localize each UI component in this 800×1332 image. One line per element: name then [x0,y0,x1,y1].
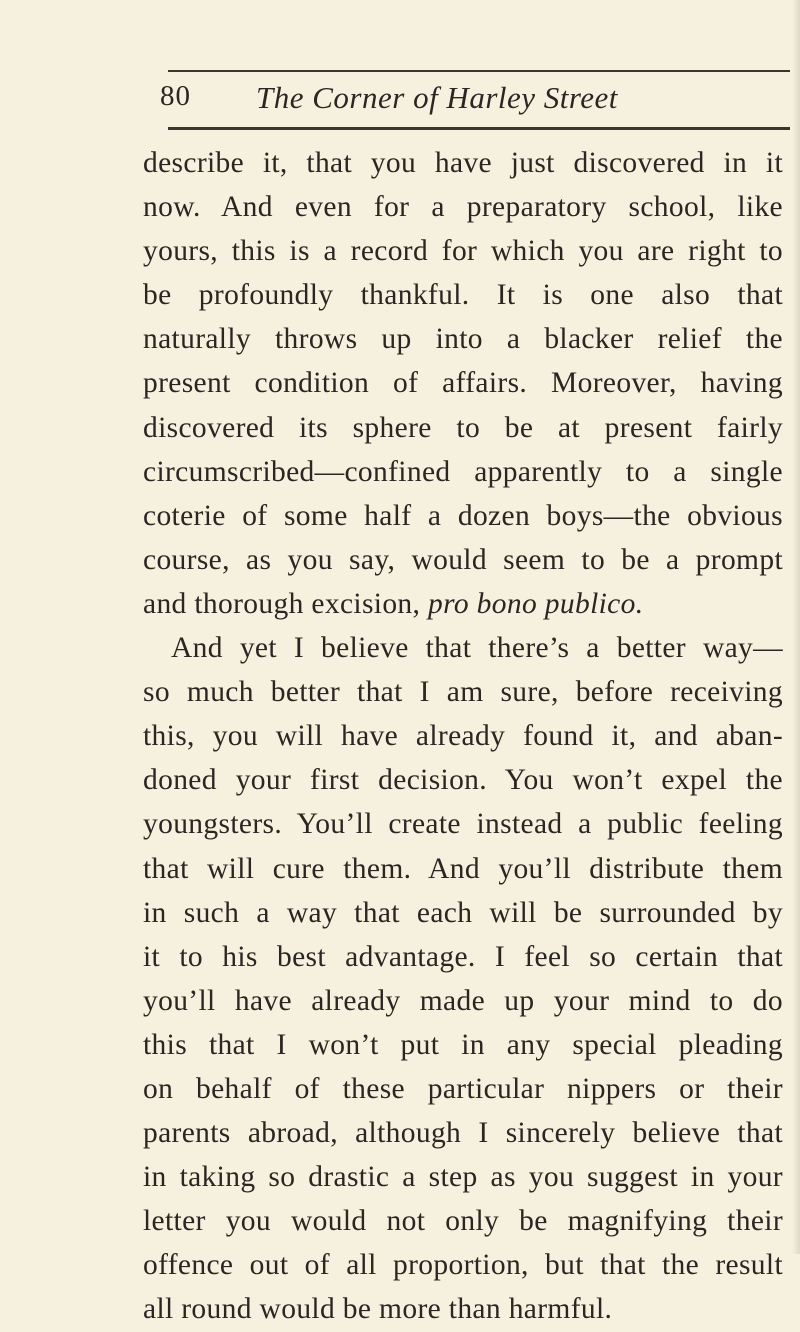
text-line: be profoundly thankful. It is one also that [143,279,783,312]
text-line: so much better that I am sure, before receiving [143,676,783,709]
header-rule-top [168,70,790,72]
text-line: present condition of affairs. Moreover, having [143,367,783,400]
text-line: letter you would not only be magnifying their [143,1205,783,1238]
running-title: The Corner of Harley Street [256,80,618,115]
text-line: now. And even for a preparatory school, like [143,191,783,224]
text-line: yours, this is a record for which you are right to [143,235,783,268]
text-line: that will cure them. And you’ll distribute them [143,852,783,885]
text-line: in taking so drastic a step as you suggest in your [143,1161,783,1194]
text-line-roman-part: and thorough excision, [143,587,421,620]
text-line: course, as you say, would seem to be a prompt [143,543,783,576]
text-line: naturally throws up into a blacker relief the [143,323,783,356]
text-line: it to his best advantage. I feel so certain that [143,940,783,973]
paragraph-start-line: And yet I believe that there’s a better way— [171,632,783,665]
text-line: you’ll have already made up your mind to do [143,984,783,1017]
text-line: on behalf of these particular nippers or their [143,1072,783,1105]
text-line: this, you will have already found it, and aban- [143,720,783,753]
text-line: parents abroad, although I sincerely believe that [143,1117,783,1150]
text-line: describe it, that you have just discovered in it [143,147,783,179]
text-line: doned your first decision. You won’t expel the [143,764,783,797]
text-line: youngsters. You’ll create instead a public feeling [143,808,783,841]
running-header [160,78,800,126]
body-text [143,141,783,1332]
text-line: circumscribed—confined apparently to a single [143,455,783,488]
latin-phrase: pro bono publico. [427,587,644,620]
text-line: in such a way that each will be surrounded by [143,896,783,929]
final-text-line: all round would be more than harmful. [143,1293,613,1326]
text-line-with-latin-phrase [143,582,783,626]
text-line: discovered its sphere to be at present fairly [143,411,783,444]
page-number: 80 [160,80,191,112]
text-line: this that I won’t put in any special pleading [143,1028,783,1061]
text-line: coterie of some half a dozen boys—the obvious [143,499,783,532]
header-rule-bottom [168,127,790,130]
page-edge-shadow [792,0,800,1254]
text-line: offence out of all proportion, but that the result [143,1249,783,1282]
